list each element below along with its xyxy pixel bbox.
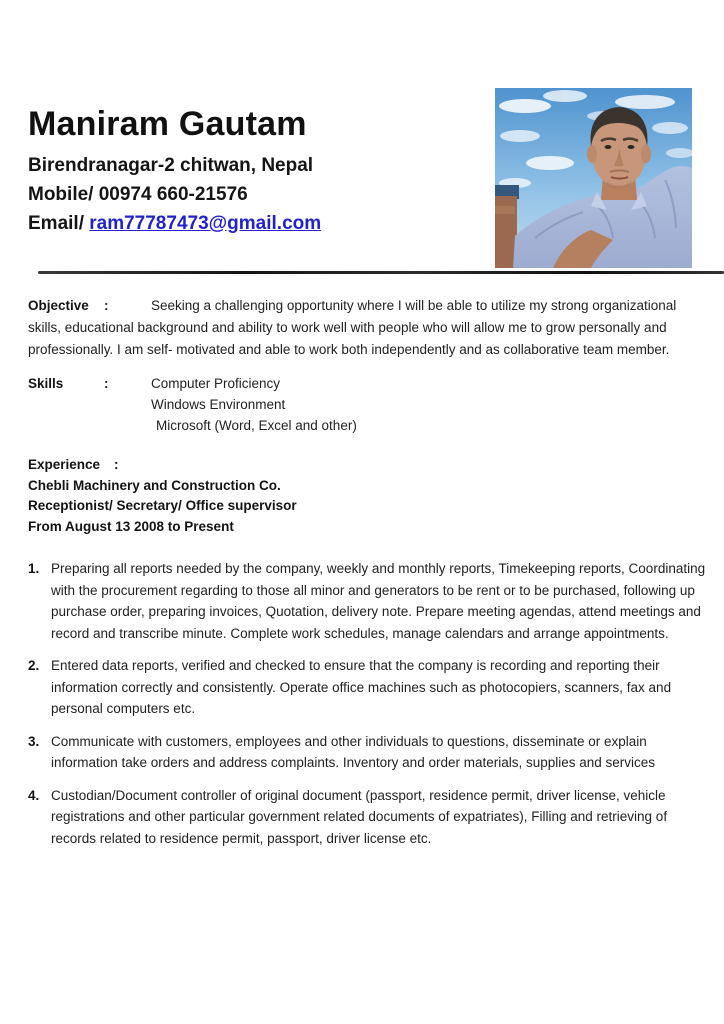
ear-left <box>587 145 597 163</box>
experience-heading <box>28 455 706 476</box>
experience-company: Chebli Machinery and Construction Co. <box>28 477 281 493</box>
email-link[interactable]: ram77787473@gmail.com <box>89 213 322 234</box>
skill-item: Computer Proficiency <box>151 376 281 391</box>
duty-item <box>28 558 706 644</box>
duty-item <box>28 655 706 720</box>
duty-number: 3. <box>28 733 40 749</box>
objective-label: Objective <box>28 298 89 313</box>
address-line: Birendranagar-2 chitwan, Nepal <box>28 155 314 176</box>
person-name: Maniram Gautam <box>28 105 307 143</box>
experience-label: Experience <box>28 457 101 472</box>
objective-text: Seeking a challenging opportunity where I will be able to utilize my strong organizational skills, educational background and ability to work well with people who will allow me to grow personally and professionally. I am self- motivated and able to work both independently and as collaborative team member. <box>28 298 677 357</box>
experience-colon: : <box>114 457 119 472</box>
duty-text: Custodian/Document controller of original document (passport, residence permit, driver license, vehicle registrations and other particular government related documents of expatriates), Filling and retrieving of records related to residence permit, passport, driver license etc. <box>51 787 668 846</box>
eye-right <box>628 145 635 149</box>
duty-text: Entered data reports, verified and checked to ensure that the company is recording and reporting their information correctly and consistently. Operate office machines such as photocopiers, scanners, fax and personal computers etc. <box>51 658 672 716</box>
duty-number: 4. <box>28 787 40 803</box>
eye-left <box>605 145 612 149</box>
duty-text: Communicate with customers, employees and other individuals to questions, disseminate or explain information take orders and address complaints. Inventory and order materials, supplies and services <box>51 733 656 770</box>
objective-colon: : <box>104 298 109 313</box>
duty-item <box>28 731 706 774</box>
skill-item: Windows Environment <box>151 397 286 412</box>
skills-list <box>151 373 357 436</box>
duty-number: 1. <box>28 561 40 576</box>
skills-section <box>28 373 706 436</box>
skills-colon: : <box>104 376 109 391</box>
mobile-line: Mobile/ 00974 660-21576 <box>28 184 248 205</box>
email-line <box>28 209 468 238</box>
profile-photo <box>495 88 692 268</box>
resume-body <box>28 295 706 860</box>
experience-role: Receptionist/ Secretary/ Office supervisor <box>28 498 297 513</box>
duty-item <box>28 785 706 850</box>
header <box>28 104 468 238</box>
duty-text: Preparing all reports needed by the company, weekly and monthly reports, Timekeeping reports, Coordinating with the procurement regarding to those all minor and generators to be rent or to be purchased, following up purchase order, preparing invoices, Quotation, delivery note. Prepare meeting agendas, attend meetings and record and transcribe minute. Complete work schedules, manage calendars and arrange appointments. <box>51 561 706 641</box>
experience-section <box>28 455 706 537</box>
ear-right <box>641 145 651 163</box>
experience-duration: From August 13 2008 to Present <box>28 518 234 534</box>
duties-list <box>28 558 706 849</box>
duty-number: 2. <box>28 658 40 673</box>
skill-item: Microsoft (Word, Excel and other) <box>156 418 357 433</box>
header-divider <box>38 271 724 274</box>
email-label: Email/ <box>28 213 90 234</box>
skills-label: Skills <box>28 376 64 391</box>
objective-section <box>28 295 706 361</box>
